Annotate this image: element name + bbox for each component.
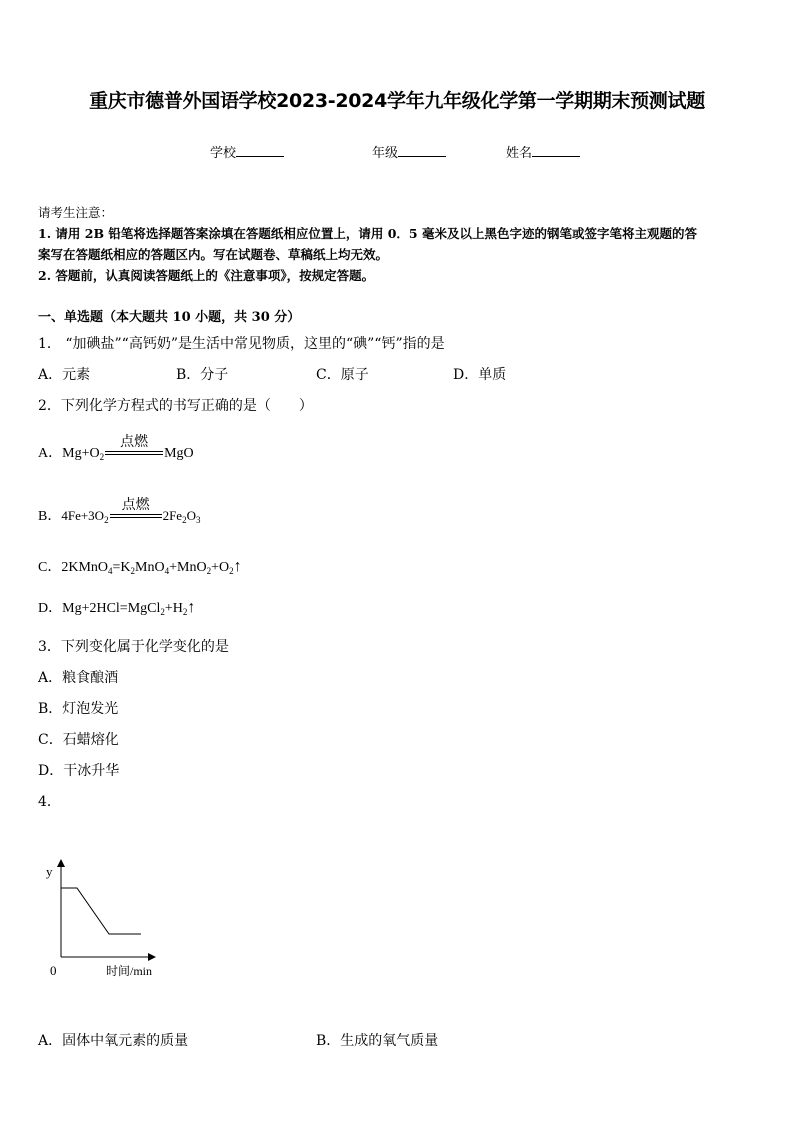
q3-option-b[interactable]: B．灯泡发光 — [38, 701, 119, 717]
q2-b-condition-label: 点燃 — [121, 498, 150, 514]
q2-c-sub5: 2 — [229, 566, 234, 576]
q4-number: 4． — [38, 794, 61, 810]
grade-blank — [398, 145, 446, 157]
q2-a-condition-label: 点燃 — [120, 434, 149, 450]
q2-b-sub2: 2 — [182, 515, 187, 525]
data-line — [61, 888, 141, 934]
q1-stem: 1． “加碘盐”“高钙奶”是生活中常见物质，这里的“碘”“钙”指的是 — [38, 336, 445, 352]
q2-option-b[interactable] — [38, 498, 201, 525]
gas-arrow-icon: ↑ — [233, 558, 242, 575]
notice-heading: 请考生注意： — [38, 205, 114, 220]
q4-graph — [40, 855, 170, 985]
q2-b-product-o: O — [186, 508, 196, 523]
q2-b-condition — [110, 498, 162, 524]
q2-c-sub4: 2 — [206, 566, 212, 576]
notice-line-2: 2. 答题前，认真阅读答题纸上的《注意事项》，按规定答题。 — [38, 268, 375, 283]
q2-c-part2: =K — [112, 560, 131, 575]
q2-b-reactant: 4Fe+3O — [61, 508, 105, 523]
q2-option-a[interactable] — [38, 434, 194, 462]
q3-stem: 3．下列变化属于化学变化的是 — [38, 639, 229, 655]
q2-b-sub1: 2 — [104, 515, 109, 525]
grade-label: 年级 — [372, 146, 399, 161]
notice-line-1a: 1. 请用 2B 铅笔将选择题答案涂填在答题纸相应位置上，请用 0．5 毫米及以上黑色字迹的钢笔或签字笔将主观题的答 — [38, 226, 697, 241]
origin-label: 0 — [50, 963, 57, 978]
q3-option-a[interactable]: A．粮食酿酒 — [38, 670, 119, 686]
q3-option-c[interactable]: C．石蜡熔化 — [38, 732, 119, 748]
q2-a-product: MgO — [164, 446, 194, 461]
q2-a-condition — [105, 434, 163, 461]
name-field — [506, 142, 580, 161]
q2-c-sub1: 4 — [108, 566, 113, 576]
school-field — [210, 142, 284, 161]
q1-option-b[interactable]: B．分子 — [176, 367, 229, 383]
q2-option-d[interactable] — [38, 597, 195, 617]
y-axis-label: y — [46, 864, 53, 879]
q2-c-sub3: 4 — [164, 566, 170, 576]
q1-option-a[interactable]: A．元素 — [38, 367, 91, 383]
q4-option-a[interactable]: A．固体中氧元素的质量 — [38, 1033, 189, 1049]
q2-d-part2: +H — [164, 601, 183, 616]
q2-c-label: C． — [38, 560, 62, 575]
q2-c-part1: 2KMnO — [61, 560, 109, 575]
notice-line-1b: 案写在答题纸相应的答题区内。写在试题卷、草稿纸上均无效。 — [38, 247, 389, 262]
q2-option-c[interactable] — [38, 556, 242, 576]
school-label: 学校 — [210, 146, 237, 161]
q2-c-part5: +O — [211, 560, 230, 575]
q2-d-sub1: 2 — [160, 607, 165, 617]
q2-b-label: B． — [38, 509, 62, 524]
name-blank — [532, 145, 580, 157]
x-axis-label: 时间/min — [106, 964, 153, 978]
q2-d-part1: Mg+2HCl=MgCl — [62, 601, 161, 616]
q3-option-d[interactable]: D．干冰升华 — [38, 763, 120, 779]
section-heading: 一、单选题（本大题共 10 小题，共 30 分） — [38, 310, 301, 325]
page-title: 重庆市德普外国语学校2023-2024学年九年级化学第一学期期末预测试题 — [89, 90, 705, 112]
name-label: 姓名 — [506, 146, 533, 161]
q2-a-reactant: Mg+O — [62, 446, 100, 461]
q2-c-part3: MnO — [135, 560, 165, 575]
q2-a-sub: 2 — [99, 452, 105, 462]
school-blank — [236, 145, 284, 157]
q2-a-label: A． — [38, 446, 63, 461]
q1-option-c[interactable]: C．原子 — [316, 367, 369, 383]
q4-option-b[interactable]: B．生成的氧气质量 — [316, 1033, 439, 1049]
gas-arrow-icon: ↑ — [187, 599, 196, 616]
q2-d-label: D． — [38, 601, 63, 616]
q2-c-part4: +MnO — [169, 560, 207, 575]
q2-stem: 2．下列化学方程式的书写正确的是（ ） — [38, 398, 313, 414]
q2-b-product: 2Fe — [162, 508, 183, 523]
grade-field — [372, 142, 446, 161]
q2-b-sub3: 3 — [195, 515, 201, 525]
q1-option-d[interactable]: D．单质 — [453, 367, 507, 383]
q2-d-sub2: 2 — [182, 607, 188, 617]
q2-c-sub2: 2 — [130, 566, 136, 576]
